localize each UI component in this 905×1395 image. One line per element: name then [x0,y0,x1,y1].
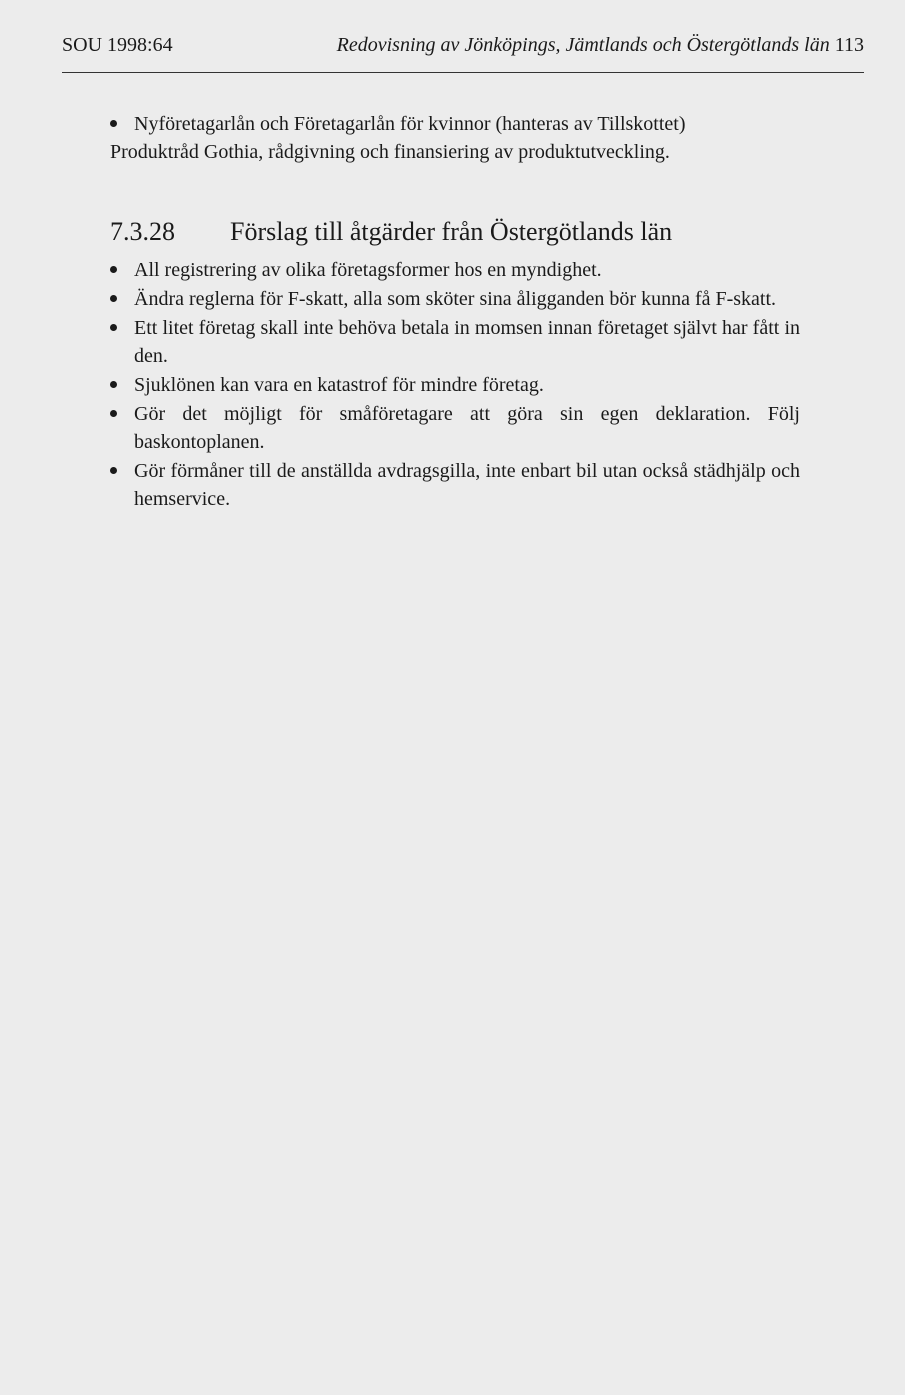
header-right [337,32,864,58]
list-item-text: Sjuklönen kan vara en katastrof för mindre företag. [134,374,544,396]
list-item-text: Gör förmåner till de anställda avdragsgilla, inte enbart bil utan också städhjälp och hemservice. [134,460,800,510]
bullet-icon [110,381,117,388]
report-number: SOU 1998:64 [62,34,173,56]
page-content [110,110,800,514]
section-heading [110,216,800,248]
header-rule [62,72,864,73]
list-item-text: Gör det möjligt för småföretagare att göra sin egen deklaration. Följ baskontoplanen. [134,403,800,453]
page-number: 113 [834,34,864,56]
paragraph: Produktråd Gothia, rådgivning och finansiering av produktutveckling. [110,141,670,163]
bullet-icon [110,295,117,302]
list-item [134,110,800,138]
bullet-icon [110,120,117,127]
list-item [134,457,800,513]
list-item [134,400,800,456]
list-item-text: Ändra reglerna för F-skatt, alla som sköter sina åligganden bör kunna få F-skatt. [134,288,777,310]
bullet-icon [110,467,117,474]
list-item [134,314,800,370]
list-item-text: Nyföretagarlån och Företagarlån för kvinnor (hanteras av Tillskottet) [134,113,686,135]
proposal-list [134,256,800,513]
section-title: Förslag till åtgärder från Östergötlands län [230,217,673,246]
list-item-text: Ett litet företag skall inte behöva betala in momsen innan företaget självt har fått in den. [134,317,800,367]
bullet-icon [110,266,117,273]
list-item [134,371,800,399]
list-item-text: All registrering av olika företagsformer hos en myndighet. [134,259,602,281]
section-number: 7.3.28 [110,217,175,246]
bullet-icon [110,324,117,331]
header-title: Redovisning av Jönköpings, Jämtlands och Östergötlands län [336,34,830,56]
list-item [134,256,800,284]
bullet-icon [110,410,117,417]
list-item [134,285,800,313]
